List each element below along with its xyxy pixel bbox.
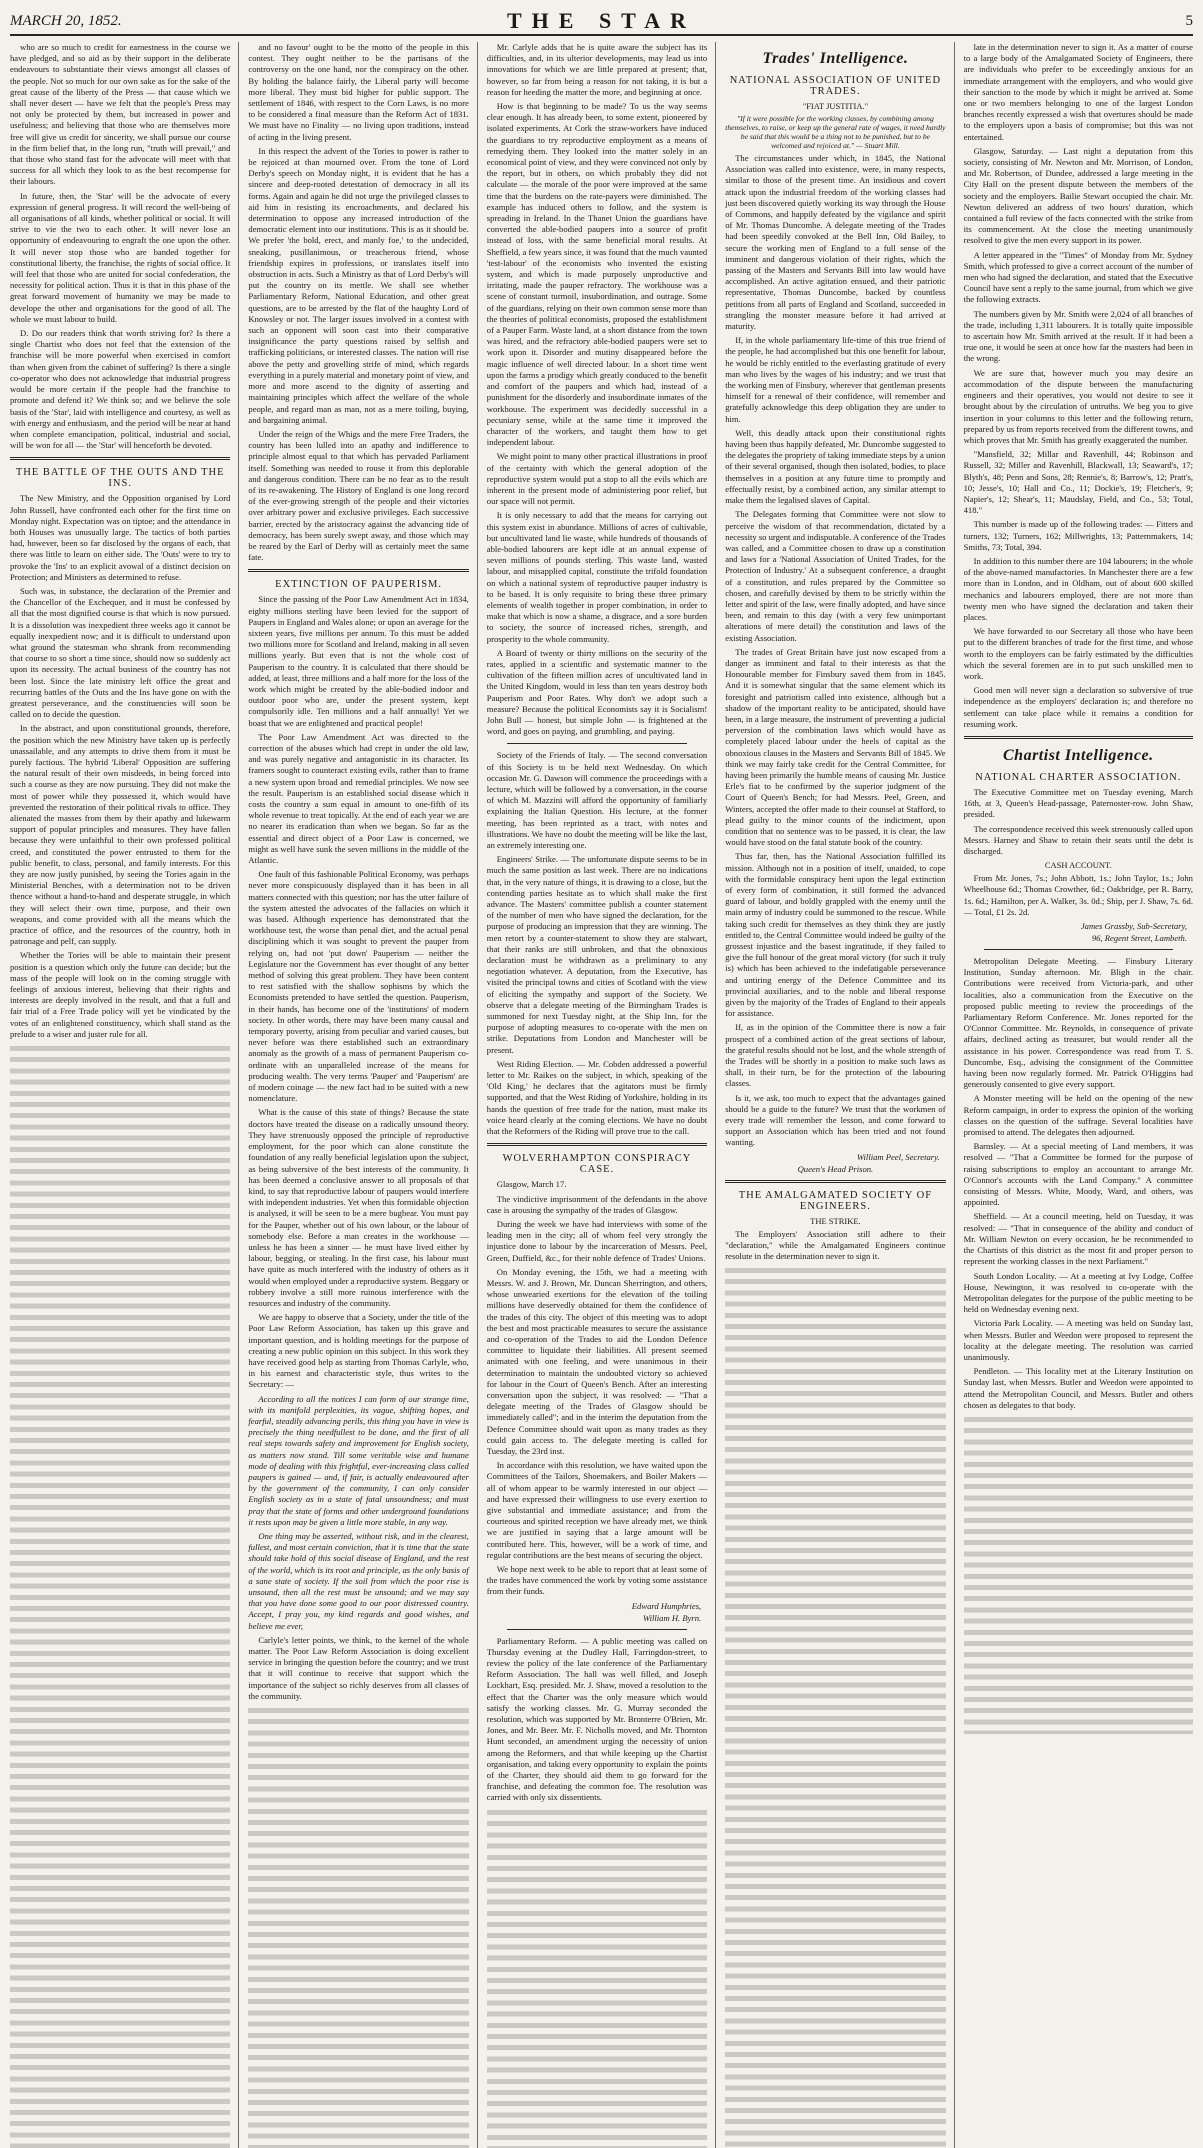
article-paragraph: The Poor Law Amendment Act was directed to the correction of the abuses which had crept in under the old law, and was purely negative and antagonistic in its character. Its framers sought to counteract existing evils, rather than to frame a new system upon broad and remedial principles. We now see the result. Pauperism is an established social disease which it costs the country a sum equal in amount to one-fifth of its whole revenue to treat topically. At the end of each year we are no nearer its eradication than when we began. So far as the essential and direct object of a Poor Law is concerned, we might as well have sunk the seven millions in the middle of the Atlantic. — [248, 731, 469, 866]
columns — [10, 42, 1193, 2148]
article-paragraph: The New Ministry, and the Opposition organised by Lord John Russell, have confronted each other for the first time on Monday night. Expectation was on tiptoe; and the attendance in both Houses was unusually large. The tactics of both parties had, however, been so far disclosed by the organs of each, that there was little to learn on either side. The 'Outs' were to try to provoke the 'Ins' to an explicit avowal of a distinct decision on Protection; and Ministers as determined to refuse. — [10, 493, 231, 582]
article-paragraph: We hope next week to be able to report that at least some of the trades have commenced the work by voting some assistance from their funds. — [486, 1564, 708, 1597]
article-paragraph: We have forwarded to our Secretary all those who have been put to the different branches of trade for the first time, and whose worth to the employers can be fairly estimated by the difficulties which the several foremen are in to put such unskilled men to work. — [963, 626, 1193, 681]
column-4 — [725, 42, 954, 2148]
newspaper-title: THE STAR — [506, 8, 696, 33]
signature: 96, Regent Street, Lambeth. — [1091, 933, 1187, 944]
article-paragraph: This number is made up of the following trades: — Fitters and turners, 132; Turners, 162; Millwrights, 13; Patternmakers, 14; Smiths, 73; Total, 394. — [963, 519, 1193, 552]
article-subheading: CASH ACCOUNT. — [1044, 860, 1112, 871]
motto: "If it were possible for the working classes, by combining among themselves, to raise, or keep up the general rate of wages, it need hardly be said that this would be a thing not to be punished, but to be welcomed and rejoiced at." — Stuart Mill. — [725, 114, 946, 150]
article-paragraph: If, as in the opinion of the Committee there is now a fair prospect of a combined action of the great sections of labour, the grateful results should not be lost, and the whole strength of the Trades will be shortly in a position to make such laws as shall, in their turn, be for the protection of the labouring classes. — [725, 1022, 946, 1089]
article-paragraph: Under the reign of the Whigs and the mere Free Traders, the country has been lulled into an apathy and indifference to principle almost equal to that which has pervaded Parliament itself. Something was needed to rouse it from this deplorable and dangerous condition. There can be no fear as to the result of its re-awakening. The History of England is one long record of the ever-growing strength of the people and their victories over arbitrary power and exclusive privileges. Each successive barrier, erected by the aristocracy against the advancing tide of democracy, has been surely swept away, and those which may be reared by the Earl of Derby will as certainly meet the same fate. — [248, 428, 469, 563]
news-item: Society of the Friends of Italy. — The second conversation of this Society is to be held next Wednesday. On which occasion Mr. G. Dawson will commence the proceedings with a lecture, which will be followed by a conversation, in the course of which M. Mazzini will afford the opportunity of familiarly explaining the Italian Question. His lecture, at the former meeting, has been reprinted as a tract, with notes and illustrations. We have no doubt the meeting will be like the last, an extremely interesting one. — [486, 750, 708, 851]
signature: William Peel, Secretary. — [856, 1151, 940, 1162]
article-paragraph: In this respect the advent of the Tories to power is rather to be rejoiced at than mourned over. From the tone of Lord Derby's speech on Monday night, it is evident that he has a sincere and deep-rooted detestation of democracy in all its forms. Again and again he did not urge the privileged classes to aid him in resisting its encroachments, and declared his determination to oppose any increased introduction of the democratic element into our institutions. This is as it should be. We prefer 'the bold, erect, and manly foe,' to the undecided, sneaking, pusillanimous, or treacherous friend, whose friendship expires in professions, or translates itself into obstruction in acts. Such a Ministry as that of Lord Derby's will put the country on its mettle. We shall see whether Parliamentary Reform, National Education, and other great questions, are to be arrested by the flat of the haughty Lord of Knowsley or not. The larger issues involved in a contest with such an opponent will soon cast into their comparative insignificance the party questions raised by selfish and trafficking politicians, or interested classes. The nation will rise above the petty and grovelling strife of mind, which regards everything in a purely material and monetary point of view, and more and more ascend to the dignity of asserting and maintaining principles which affect the welfare of the whole people, and regard man as man, not as a mere toiling, buying, and bargaining animal. — [248, 145, 469, 425]
body-text-lines — [487, 1807, 707, 2148]
article-paragraph: How is that beginning to be made? To us the way seems clear enough. It has already been, to some extent, pioneered by isolated experiments. At Cork the straw-workers have induced the guardians to try reproductive employment as a means of remedying them. They looked into the matter solely in an economical point of view, and they were convinced not only by the report, but in others, on which probably they did not calculate — the morale of the poor were improved at the same time that the burdens on the rate-payers were diminished. The example has induced others to follow, and the system is spreading in Ireland. In the Thanet Union the guardians have converted the able-bodied paupers into a source of profit instead of loss, with the same beneficial moral results. At Sheffield, a few years since, it was found that the much vaunted 'test-labour' of the economists who invented the existing system, and which is made purposely unproductive and irritating, made the pauper refractory. The workhouse was a scene of constant turmoil, insubordination, and outrage. Some of the guardians, relying on their own common sense more than the theories of political economists, proposed the establishment of a Pauper Farm. Waste land, at a short distance from the town was hired, and the refractory able-bodied paupers were set to work upon it. Disorder and mutiny disappeared before the magic influence of well directed labour. In a short time went upon the farms a prodigy which greatly conduced to the benefit and comfort of the paupers and which had, instead of a punishment for the disorderly and insubordinate inmates of the workhouse. The experiment was decidedly successful in a pecuniary sense, while at the same time it improved the character of the workers, and taught them how to get independent labour. — [486, 101, 708, 448]
news-item: South London Locality. — At a meeting at Ivy Lodge, Coffee House, Newington, it was resolved to co-operate with the Metropolitan delegates for the purpose of the public meeting to be held on Wednesday evening next. — [963, 1270, 1193, 1315]
article-paragraph: A Board of twenty or thirty millions on the security of the rates, applied in a scientific and systematic manner to the cultivation of the fifteen million acres of uncultivated land in the United Kingdom, would in less than ten years destroy both Pauperism and Poor Rates. Why don't we adopt such a measure? Because the political Economists say it is Socialism! John Bull — honest, but simple John — is frightened at the word, and goes on paying, and grumbling, and paying. — [486, 647, 708, 737]
article-paragraph: and no favour' ought to be the motto of the people in this contest. They ought neither to be the partisans of the controversy on the one hand, nor the conspiracy on the other. By holding the balance fairly, the Liberal party will become more liberal. They must bid higher for public support. The settlement of 1846, with respect to the Corn Laws, is no more to be considered a final measure than the Reform Act of 1831. We must have no Finality — no living upon traditions, instead of acting in the living present. — [248, 42, 469, 142]
news-item: Parliamentary Reform. — A public meeting was called on Thursday evening at the Dudley Hall, Farringdon-street, to review the policy of the late conference of the Parliamentary Reform Association. The hall was well filled, and Joseph Lockhart, Esq. presided. Mr. J. Shaw, moved a resolution to the effect that the Charter was the only measure which would satisfy the working classes. Mr. G. Murray seconded the resolution, which was supported by Mr. Bronterre O'Brien, Mr. Jones, and Mr. Beer. Mr. F. Nicholls moved, and Mr. Thornton Hunt seconded, an amendment urging the necessity of union among the Reformers, and that while keeping up the Chartist organisation, and taking every opportunity to explain the points of the Charter, they should aid them to go forward for the franchise, and defeating the common foe. The resolution was carried with only six dissentients. — [486, 1635, 708, 1803]
news-item: West Riding Election. — Mr. Cobden addressed a powerful letter to Mr. Raikes on the subject, in which, speaking of the 'Old King,' he declares that the agitators must be firmly supported, and that the West Riding of Yorkshire, holding in its hands the question of free trade for the nation, must make its voice heard clearly at the coming elections. We have no doubt that the Reformers of the Riding will prove true to the call. — [486, 1058, 708, 1137]
section-title: Trades' Intelligence. — [762, 50, 909, 67]
signature: James Grassby, Sub-Secretary, — [1080, 921, 1187, 932]
article-paragraph: The trades of Great Britain have just now escaped from a danger as imminent and fatal to their interests as that the Honourable member for Finsbury saved them from in 1845. And it is somewhat singular that the same element which its foresight and patriotism called into existence, although but a shadow of the important reality to be anticipated, should have been, in a large measure, the instrument of preventing a judicial perversion of the combination laws which would have as completely placed labour under the heels of capital as the obnoxious clauses in the Masters and Servants Bill of 1845. We think we may fairly take credit for the Central Committee, for having been primarily the humble means of causing Mr. Justice Erle's fiat to be confirmed by the superior judgment of the Court of Queen's Bench; for had Messrs. Peel, Green, and Winters, accepted the offer made to their counsel at Stafford, to plead guilty to the minor counts of the indictment, upon condition that no sentence was to be passed, it is clear, the law would have stood on the fatal statute book of the country. — [725, 646, 946, 848]
article-paragraph: One fault of this fashionable Political Economy, was perhaps never more conspicuously displayed than it has been in all matters connected with this question; nor has the utter failure of the system attested the advocates of the fallacies on which it was based. Although experience has demonstrated that the workhouse test, the worse than penal diet, and the actual penal disciplining which it was sought to prevent the pauper from relying on, had not 'put down' Pauperism — neither the Legislature nor the Government has ever thought of any better method of solving this great problem. They have been content to rest satisfied with the shallow sophisms by which the Economists pretended to have settled the question. Pauperism, in their hands, has become one of the 'institutions' of modern society. In other words, there may have been many causal and temporary poverty, arising from peculiar and varied causes, but never before was there established such an extraordinary anomaly as the growth of a mass of permanent Pauperism co-ordinate with an unparalleled increase of the means for producing wealth. The very terms 'Pauper' and 'Pauperism' are of modern coinage — the new fact had to be suited with a new nomenclature. — [248, 869, 469, 1104]
divider — [507, 743, 687, 744]
divider — [248, 569, 468, 572]
article-paragraph: Well, this deadly attack upon their constitutional rights having been thus happily defeated, Mr. Duncombe suggested to the delegates the propriety of taking immediate steps by a union of their several organised, though then isolated, bodies, to place themselves in a position at any future time to promptly and effectually resist, by a combined action, any similar attempt to make them the legalised slaves of Capital. — [725, 427, 946, 506]
signature: William H. Byrn. — [642, 1612, 702, 1623]
article-paragraph: Glasgow, Saturday. — Last night a deputation from this society, consisting of Mr. Newton and Mr. Morrison, of London, and Mr. Robertson, of Dundee, addressed a large meeting in the City Hall on the present dispute between the members of the society and the employers. Bailie Stewart occupied the chair. Mr. Newton delivered an address of two hours' duration, which contained a full review of the facts connected with the strike from its commencement. At the close the meeting unanimously resolved to give the men every support in its power. — [963, 145, 1193, 246]
article-paragraph: Carlyle's letter points, we think, to the kernel of the whole matter. The Poor Law Reform Association is doing excellent service in bringing the question before the country; and we trust that it will continue to receive that support which the importance of the subject so richly deserves from all classes of the community. — [248, 1634, 469, 1701]
article-paragraph: The Delegates forming that Committee were not slow to perceive the wisdom of that recommendation, dictated by a necessity so urgent and indisputable. A conference of the Trades was called, and a Committee chosen to draw up a constitution and laws for a 'National Association of United Trades, for the Protection of Industry.' At a subsequent conference, a draught of a constitution, and rules prepared by the Committee so chosen, and carefully devised by them to be strictly within the letter and spirit of the law, were finally adopted, and have since been, and remain to this day (with a very few unimportant alterations of mere detail) the constitution and laws of the existing Association. — [725, 509, 946, 643]
article-paragraph: In accordance with this resolution, we have waited upon the Committees of the Tailors, Shoemakers, and Boiler Makers — all of whom appear to be warmly interested in our object — and have expressed their willingness to use every exertion to give substantial and immediate assistance; and from the courteous and spirited reception we have already met, we think we are justified in saying that a large amount will be contributed here. This, however, will be a work of time, and regular contributions are the best means of securing the object. — [486, 1460, 708, 1560]
article-paragraph: What is the cause of this state of things? Because the state doctors have treated the disease on a radically unsound theory. They have strenuously opposed the principle of reproductive employment, for the poor which can alone constitute the foundation of any really beneficial legislation upon the subject, as being subversive of the best interests of the community. It has been deemed a conclusive answer to all proposals of that kind, to say that reproductive labour of paupers would interfere with independent industries. Yet when this formidable objection is analysed, it will be seen to be a mere bugbear. You must pay for the Pauper, whether out of his own labour, or the labour of somebody else. Before a man creates in the workhouse — unless he has been a sinner — he must have lived either by labour, begging, or stealing. In the first case, his labour must have quite as much interfered with the industry of others as it would when employed under a reproductive system. Beggary or robbery involve a still more ruinous interference with the resources and industry of the community. — [248, 1107, 469, 1308]
article-paragraph: Good men will never sign a declaration so subversive of true independence as the employers' declaration is; and therefore no settlement can take place while it remains a condition for resuming work. — [963, 685, 1193, 729]
article-paragraph: Mr. Carlyle adds that he is quite aware the subject has its difficulties, and, in its ulterior developments, may lead us into innovations for which we are little prepared at present; that, however, so far from being a reason for not taking, it is but a reason for heeding the matter the more, and beginning at once. — [486, 42, 708, 97]
body-text-lines — [10, 1043, 230, 2148]
article-heading: NATIONAL CHARTER ASSOCIATION. — [975, 771, 1182, 783]
news-item: Victoria Park Locality. — A meeting was held on Sunday last, when Messrs. Butler and Weedon were proposed to represent the locality at the delegate meeting. The resolution was carried unanimously. — [963, 1318, 1193, 1362]
news-item: Sheffield. — At a council meeting, held on Tuesday, it was resolved: — "That in consequence of the ability and conduct of Mr. William Newton on every occasion, he be recommended to the Chartists of this district as the most fit and proper person to represent the working classes in the next Parliament." — [963, 1211, 1193, 1267]
body-text-lines — [248, 1705, 468, 2148]
article-heading: THE BATTLE OF THE OUTS AND THE INS. — [15, 467, 225, 490]
dateline: Glasgow, March 17. — [496, 1179, 567, 1190]
column-3 — [487, 42, 716, 2148]
article-paragraph: The circumstances under which, in 1845, the National Association was called into existence, were, in many respects, similar to those of the present time. An insidious and covert attack upon the industrial freedom of the working classes had just been discovered quietly working its way through the House of Commons, and happily defeated by the vigilance and spirit of Mr. Thomas Duncombe. A delegate meeting of the Trades had been speedily convoked at the Bell Inn, Old Bailey, to secure the working men of England to a full sense of the imminent and dangerous violation of their rights, which the passing of the Masters and Servants Bill into law would have accomplished. An active agitation ensued, and their patriotic representative, Thomas Duncombe, backed by countless petitions from all parts of England and Scotland, succeeded in strangling the monster measure before it had arrived at maturity. — [725, 153, 946, 332]
article-paragraph: who are so much to credit for earnestness in the course we have pledged, and so aid as by their support in the deliberate endeavours to substantiate their views amongst all classes of the people. Not so much for our own sake as for the sake of the great cause of the liberty of the Press — that cause which we shall never desert — have we felt that the people's Press may not only be protected by them, but increased in power and usefulness; and believing that those who are themselves more free will give us credit for sincerity, we shall pursue our course in the firm belief that, in the long run, "truth will prevail," and that those who stand fast for the advocate will meet with that success for all which they look to as the best recompense for their labours. — [10, 42, 231, 187]
column-5 — [964, 42, 1193, 2148]
quoted-letter: According to all the notices I can form of our strange time, with its manifold perplexities, its vague, shifting hopes, and fearful, steadily advancing perils, this thing you have in view is precisely the thing needfullest to be done, and the first of all real steps towards safety and improvement for English society, as matters now stand. Till some veritable wise and humane mode of dealing with this frightful, ever-increasing class called paupers is gained — and, if fair, is actually endeavoured after by the government of the community, I can only consider English society as in a state of fatal unsoundness; and must pray that the state of forms and other underground foundations it rests upon may be given a little more stable, in any way. — [248, 1393, 469, 1527]
article-paragraph: In future, then, the 'Star' will be the advocate of every expression of general progress. It will record the well-being of all organisations of all kinds, whether political or social. It will strive to vie the two to each other. It will never lose an opportunity of endeavouring to engraft the one upon the other. It will never stop those who are banded together for constitutional liberty, the franchise, the rights of social office. It will feel that those who are united for social confederation, the necessity for political action. Thus it is that in this phase of the great forward movement of humanity we may be made to develope the other and organisations for the good of all. The whole we must labour to build. — [10, 190, 231, 324]
article-paragraph: Such was, in substance, the declaration of the Premier and the Chancellor of the Exchequer, and it must be confessed by all that the most dignified course is that which is now pursued. It is a dissolution was inexpedient three weeks ago it cannot be equally inexpedient now; and it is difficult to understand upon what ground the statesman who shrank from recommending that course to so short a time since, should now so suddenly act upon its necessity. The actual business of the country has not been lost. Since the late ministry left office the great and recurring battles of the Outs and the Ins have gone on with the greatest perseverance, and the constituencies will soon be called on to decide the question. — [10, 585, 231, 720]
masthead — [10, 8, 1193, 36]
divider — [487, 1143, 707, 1146]
column-2 — [248, 42, 477, 2148]
article-heading: EXTINCTION OF PAUPERISM. — [275, 579, 443, 591]
article-paragraph: A letter appeared in the "Times" of Monday from Mr. Sydney Smith, which professed to give a correct account of the number of men who had signed the declaration, and stated that the Executive Council have sent a reply to the same journal, from which we give the following extracts. — [963, 249, 1193, 305]
article-paragraph: late in the determination never to sign it. As a matter of course to a large body of the Amalgamated Society of Engineers, there are individuals who prefer to be exceedingly anxious for an immediate arrangement with the employers, and who would give their sanction to the mode by which it might be arrived at. Some one or two members belonging to one of the largest London branches recently expressed a wish that overtures should be made to the employers upon a basis of compromise; but this was not entertained. — [963, 42, 1193, 142]
body-text-lines — [725, 1265, 945, 2148]
article-heading: WOLVERHAMPTON CONSPIRACY CASE. — [502, 1153, 692, 1176]
article-paragraph: Whether the Tories will be able to maintain their present position is a question which only the future can decide; but the mass of the people will look on in the coming struggle with feelings of anxious interest, believing that their rights and interests are deeply involved in the result, and that a full and fair trial of a Free Trade policy will yet be vindicated by the votes of an enlightened constituency, which shall stand as the prelude to a wiser and juster rule for all. — [10, 950, 231, 1039]
news-item: Engineers' Strike. — The unfortunate dispute seems to be in much the same position as last week. There are no indications that, in the very nature of things, it is drawing to a close, but the contending parties hesitate as to which shall make the first advance. The Masters' committee publish a counter statement of the number of men who have signed the declaration, for the purpose of producing an impression that they are winning. The men retort by a counter-statement to show they are stalwart, that their ranks are still unbroken, and that the obnoxious declaration must be withdrawn as a preliminary to any negotiation whatever. A deputation, from the Executive, has visited the principal towns and cities of Scotland with the view of eliciting the sympathy and support of the Society. We observe that a delegate meeting of the Birmingham Trades is summoned for next Tuesday night, at the Ship Inn, for the purpose of adopting measures to co-operate with the men on strike. Deputations from London and Manchester will be present. — [486, 854, 708, 1055]
news-item: Barnsley. — At a special meeting of Land members, it was resolved — "That a Committee be formed for the purpose of raising subscriptions to employ an accountant to arrange Mr. O'Connor's accounts with the Land Company." A committee consisting of Messrs. White, Moody, Ward, and others, was appointed. — [963, 1141, 1193, 1208]
article-paragraph: D. Do our readers think that worth striving for? Is there a single Chartist who does not feel that the extension of the franchise will be more powerful when exercised in comfort than when given from the cabinet of suffering? Is there a single co-operator who does not acknowledge that industrial progress would be more certain if the people had the franchise to promote and defend it? We think so; and we believe the sole basis of the 'Star', laid with intelligence and courtesy, as well as with energy and enthusiasm, and the period will be near at hand when complete emancipation, political, industrial and social, will be won for all — the 'Star' will henceforth be devoted. — [10, 328, 231, 451]
article-paragraph: Thus far, then, has the National Association fulfilled its mission. Although not in a position of itself, unaided, to cope with the formidable conspiracy bent upon the legal extinction of every form of combination, it still formed the advanced guard of labour, and boldly grappled with the enemy until the main army of industry could be summoned to the rescue. While taking such credit for themselves as they think they are justly entitled to, the Central Committee would indeed be guilty of the grossest injustice and the basest ingratitude, if they failed to give the full honour of the great moral victory (for such it truly is) which has been achieved to the indefatigable perseverance and untiring energy of the Defence Committee and its provincial auxiliaries, and to the noble and liberal response given by the majority of the Trades of England to their appeals for assistance. — [725, 851, 946, 1019]
article-paragraph: In addition to this number there are 104 labourers; in the whole of the above-named manufactories. In Manchester there are a few more than in London, and in Oldham, out of about 600 skilled mechanics and labourers employed, there are not more than twenty men who have signed the declaration and taken their places. — [963, 555, 1193, 622]
article-paragraph: On Monday evening, the 15th, we had a meeting with Messrs. W. and J. Brown, Mr. Duncan Sherrington, and others, whose unwearied exertions for the elevation of the toiling millions have deservedly obtained for them the confidence of the trades of this city. The object of this meeting was to adopt the best and most practicable measures to secure the assistance and co-operation of the Trades to aid the London Defence committee to liquidate their liabilities. All present seemed animated with one feeling, and were unanimous in their determination to maintain the undoubted victory so achieved for labour in the Court of Queen's Bench. After an interesting conversation upon the subject, it was resolved: — "That a delegate meeting of the Trades of Glasgow should be immediately called"; and in the interim the deputation from the Defence Committee should wait upon as many trades as they could gain access to. The delegate meeting is called for Tuesday, the 23rd inst. — [486, 1266, 708, 1456]
news-item: Metropolitan Delegate Meeting. — Finsbury Literary Institution, Sunday afternoon. Mr. Bligh in the chair. Contributions were received from Victoria-park, and other localities, also a communication from the Executive on the proposed public meeting to review the proceedings of the Parliamentary Reform Conference. Mr. Jones reported for the O'Connor Committee. Mr. Reynolds, in consequence of private affairs, declined acting as treasurer, but would render all the assistance in his power. Correspondence was read from T. S. Duncombe, Esq., advising the consignment of the Committee having been now regularly formed. Mr. Patrick O'Higgins had generously consented to give every support. — [963, 956, 1193, 1090]
article-paragraph: The numbers given by Mr. Smith were 2,024 of all branches of the trade, including 1,311 labourers. It is totally quite impossible to ascertain how Mr. Smith arrived at the result. If it had been a true one, it would be seen at once how far the masters had been in the wrong. — [963, 308, 1193, 364]
article-paragraph: Since the passing of the Poor Law Amendment Act in 1834, eighty millions sterling have been levied for the support of Paupers in England and Wales alone; or upon an average for the sixteen years, five millions per annum. To this must be added two millions more for Scotland and Ireland, making in all seven millions yearly. But even that is not the whole cost of Pauperism to the country. It is calculated that there should be added, at least, three millions and a half more for the loss of the work which might be created by the able-bodied indoor and outdoor poor who are, under the present system, kept compulsorily idle. Ten millions and a half annually! Yet we boast that we are enlightened and practical people! — [248, 594, 469, 728]
article-paragraph: It is only necessary to add that the means for carrying out this system exist in abundance. Millions of acres of cultivable, but uncultivated land lie waste, while hundreds of thousands of able-bodied labourers are kept idle at an annual expense of seven millions of pounds sterling. This waste land, wasted labour, and misapplied capital, constitute the trifold foundation on which a national system of reproductive pauper industry is to be based. It is only requisite to bring these three primary elements of wealth together in proper combination, in order to make that which is now a shame, a disgrace, and a sore burden to society, the source of increased riches, strength, and prosperity to the whole community. — [486, 510, 708, 644]
section-title: Chartist Intelligence. — [1003, 746, 1154, 764]
article-paragraph: If, in the whole parliamentary life-time of this true friend of the people, he had accomplished but this one benefit for labour, he would be richly entitled to the everlasting gratitude of every man who lives by the wages of his industry; and we trust that the working men of Finsbury, wherever that gentleman presents himself for a renewal of their confidence, will remember and gratefully acknowledge this deep obligation they are under to him. — [725, 335, 946, 424]
article-paragraph: From Mr. Jones, 7s.; John Abbott, 1s.; John Taylor, 1s.; John Wheelhouse 6d.; Thomas Crowther, 6d.; Oakbridge, per R. Barry, 1s. 6d.; Hamilton, per A. Walker, 3s. 0d.; Ship, per J. Shaw, 7s. 6d. — Total, £1 2s. 2d. — [963, 873, 1193, 917]
body-text-lines — [964, 1414, 1193, 1734]
article-paragraph: The correspondence received this week strenuously called upon Messrs. Harney and Shaw to retain their seats until the debt is discharged. — [963, 823, 1193, 856]
article-paragraph: We are sure that, however much you may desire an accommodation of the dispute between the manufacturing engineers and their operatives, you would not desire to see it brought about by the circulation of untruths. We beg you to give insertion in your columns to this letter and the following return, prepared by us from reports received from the different towns, and which proves that Mr. Smith has greatly exaggerated the number. — [963, 367, 1193, 445]
article-paragraph: The Employers' Association still adhere to their "declaration," while the Amalgamated Engineers continue resolute in the determination never to sign it. — [725, 1228, 946, 1262]
divider — [10, 457, 230, 460]
article-paragraph: During the week we have had interviews with some of the leading men in the city; all of whom feel very strongly the injustice done to labour by the incarceration of Messrs. Peel, Green, Duffield, &c., for their noble defence of Trades' Unions. — [486, 1218, 708, 1263]
divider — [507, 1629, 687, 1630]
motto-title: "FIAT JUSTITIA." — [802, 101, 869, 111]
article-paragraph: In the abstract, and upon constitutional grounds, therefore, the position which the new Ministry have taken up is perfectly unassailable, and any attempts to drive them from it must be purely factious. The hybrid 'Liberal' Opposition are suffering the natural result of their own misdeeds, in being forced into such a course as they are now pursuing. They did not make the most of power while they possessed it, which would have prevented the restoration of their political rivals to office. They alienated the masses from them by their apathy and lukewarm support of popular principles and measures. They have fallen because they were unfaithful to their own professed political creed, and constituted the power entrusted to them for the public benefit, to class, personal, and family interests. For this they are now justly punished, by seeing the Tories again in the Ministerial Benches, with a determination not to be driven thence without a hand-to-hand and desperate struggle, in which they will select their own time, purpose, and their own weapons, and come provided with all the means which the practice of office, and the resources of the country, both in patronage and pelf, can supply. — [10, 723, 231, 947]
quoted-letter: One thing may be asserted, without risk, and in the clearest, fullest, and most certain conviction, that it is time that the state should take hold of this social disease of England, and the rest of the world, which is its root and principle, as the only basis of a sane state of society. If the soil from which the poor rise is unsound, then all the rest must be unsound; and we may say that you have done some good to our poor distressed country. Accept, I pray you, my kind regards and good wishes, and believe me ever, — [248, 1531, 469, 1631]
divider — [964, 736, 1193, 739]
page-number: 5 — [1185, 12, 1193, 29]
issue-date: MARCH 20, 1852. — [10, 12, 122, 29]
signature: Edward Humphries, — [631, 1600, 702, 1611]
news-item: A Monster meeting will be held on the opening of the new Reform campaign, in order to express the opinion of the working classes on the question of the suffrage. Several localities have promised to attend. The delegates then adjourned. — [963, 1093, 1193, 1138]
article-paragraph: We are happy to observe that a Society, under the title of the Poor Law Reform Association, has taken up this grave and important question, and is holding meetings for the purpose of creating a new public opinion on this subject. In this work they have received good help as starting from Thomas Carlyle, who, in his earnest and characteristic style, thus writes to the Secretary: — — [248, 1312, 469, 1390]
article-subheading: THE STRIKE. — [810, 1215, 861, 1226]
divider — [725, 1180, 945, 1183]
article-paragraph: We might point to many other practical illustrations in proof of the certainty with which the general adoption of the reproductive system would put a stop to all the evils which are inherent in the present mode of administering poor relief, but our space will not permit. — [486, 451, 708, 507]
article-heading: NATIONAL ASSOCIATION OF UNITED TRADES. — [729, 75, 942, 97]
divider — [984, 949, 1173, 950]
article-paragraph: "Mansfield, 32; Millar and Ravenhill, 44; Robinson and Russell, 32; Miller and Ravenhill, Blackwall, 13; Seaward's, 17; Blyth's, 48; Penn and Sons, 28; Rennie's, 8; Barrow's, 12; Pratt's, 10; Jesse's, 10; Hall and Co., 11; Dockie's, 19; Fletcher's, 9; Napier's, 12; Shear's, 11; Maudslay, Field, and Co., 53; Total, 418." — [963, 449, 1193, 516]
news-item: Pendleton. — This locality met at the Literary Institution on Sunday last, when Messrs. Butler and Weedon were appointed to attend the Metropolitan Council, and Messrs. Butler and others chosen as delegates to that body. — [963, 1366, 1193, 1410]
signature-place: Queen's Head Prison. — [797, 1163, 874, 1174]
article-heading: THE AMALGAMATED SOCIETY OF ENGINEERS. — [738, 1189, 933, 1212]
article-paragraph: The Executive Committee met on Tuesday evening, March 16th, at 3, Queen's Head-passage, Paternoster-row. John Shaw, presided. — [963, 786, 1193, 820]
article-paragraph: Is it, we ask, too much to expect that the advantages gained should be a guide to the future? We trust that the workmen of every trade will remember the lesson, and come forward to support an Association which has been tried and not found wanting. — [725, 1092, 946, 1148]
article-paragraph: The vindictive imprisonment of the defendants in the above case is arousing the sympathy of the trades of Glasgow. — [486, 1193, 708, 1215]
column-1 — [10, 42, 239, 2148]
